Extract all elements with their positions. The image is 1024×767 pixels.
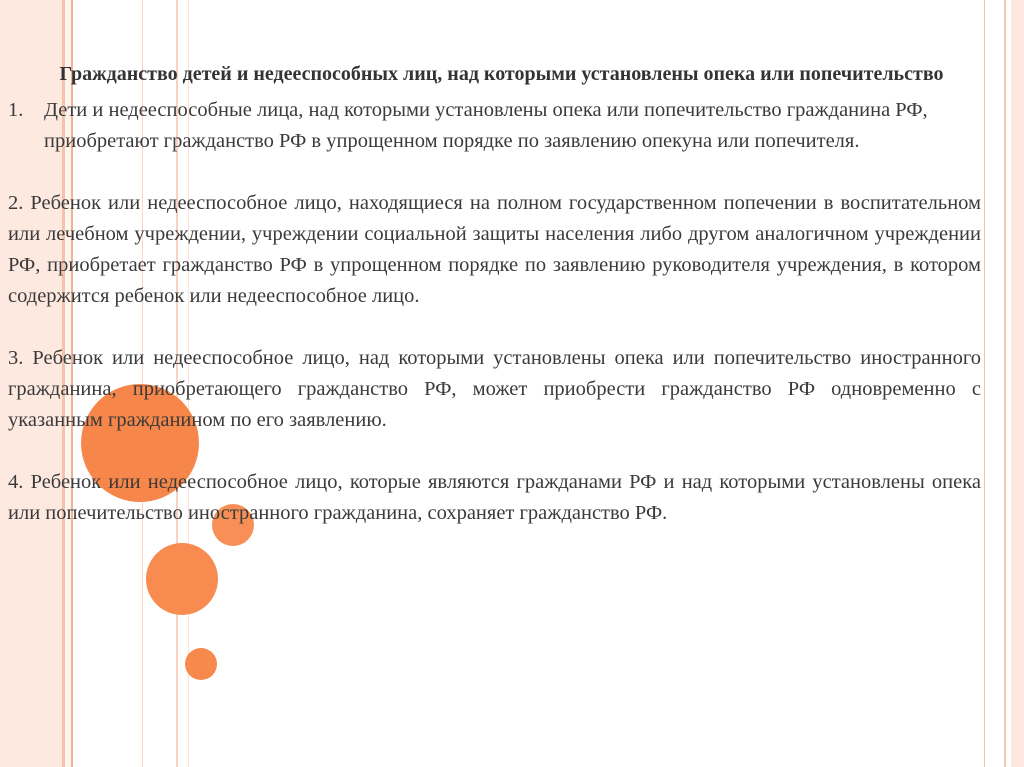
list-item-1 (8, 95, 981, 157)
decor-circle-medium (146, 543, 218, 615)
paragraph-4: 4. Ребенок или недееспособное лицо, которые являются гражданами РФ и над которыми установлены опека или попечительство иностранного гражданина, сохраняет гражданство РФ. (8, 471, 981, 524)
paragraph-3: 3. Ребенок или недееспособное лицо, над которыми установлены опека или попечительство иностранного гражданина, приобретающего гражданство РФ, может приобрести гражданство РФ одновременно с указанным гражданином по его заявлению. (8, 347, 981, 431)
list-item-text: Дети и недееспособные лица, над которыми установлены опека или попечительство гражданина РФ, приобретают гражданство РФ в упрощенном порядке по заявлению опекуна или попечителя. (44, 99, 928, 152)
paragraph-spacer (8, 157, 981, 188)
slide-title: Гражданство детей и недееспособных лиц, над которыми установлены опека или попечительство (59, 63, 944, 85)
right-decor-line (1004, 0, 1006, 767)
slide-content (8, 60, 981, 529)
right-decor-line (984, 0, 985, 767)
paragraph-spacer (8, 312, 981, 343)
right-decor-band (1011, 0, 1024, 767)
decor-circle-tiny (185, 648, 217, 680)
paragraph-2: 2. Ребенок или недееспособное лицо, находящиеся на полном государственном попечении в воспитательном или лечебном учреждении, учреждении социальной защиты населения либо другом аналогичном учреждении РФ, приобретает гражданство РФ в упрощенном порядке по заявлению руководителя учреждения, в котором содержится ребенок или недееспособное лицо. (8, 192, 981, 307)
list-item-number: 1. (8, 99, 24, 121)
paragraph-spacer (8, 436, 981, 467)
